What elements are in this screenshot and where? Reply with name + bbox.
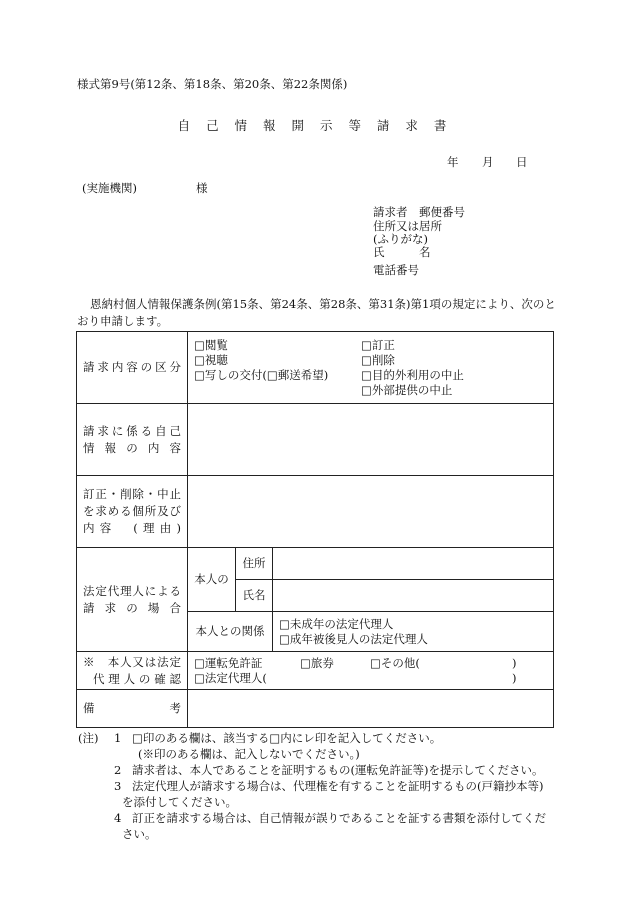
relation-options [273, 612, 554, 652]
agent-address-row [77, 548, 554, 580]
option-copy[interactable]: □写しの交付(□郵送希望) [194, 367, 329, 382]
option-listen[interactable]: □視聴 [194, 352, 228, 367]
remarks-field[interactable] [188, 690, 554, 728]
note-2-number: 2 [114, 763, 122, 777]
request-form-table [76, 331, 554, 728]
option-other[interactable]: □その他( [370, 655, 420, 670]
remarks-label: 備 考 [77, 690, 188, 728]
content-field[interactable] [188, 404, 554, 476]
note-4-continued: さい。 [122, 827, 157, 841]
verify-row [77, 652, 554, 690]
relation-label: 本人との関係 [188, 612, 273, 652]
option-minor-agent[interactable]: □未成年の法定代理人 [279, 616, 394, 631]
date-year-label[interactable]: 年 [447, 155, 459, 169]
form-number: 様式第9号(第12条、第18条、第20条、第22条関係) [77, 77, 348, 91]
requester-name-label[interactable]: 氏 名 [373, 245, 431, 259]
option-correct[interactable]: □訂正 [361, 337, 395, 352]
reason-row [77, 476, 554, 548]
agency-suffix: 様 [196, 181, 208, 195]
content-row [77, 404, 554, 476]
content-label: 請求に係る自己 情報の内容 [77, 404, 188, 476]
agent-name-field[interactable] [273, 580, 554, 612]
verify-options [188, 652, 554, 690]
note-3-number: 3 [114, 779, 122, 793]
note-1-sub: (※印のある欄は、記入しないでください。) [138, 747, 360, 761]
note-4-text: 訂正を請求する場合は、自己情報が誤りであることを証する書類を添付してくだ [132, 811, 546, 825]
date-day-label[interactable]: 日 [516, 155, 528, 169]
option-view[interactable]: □閲覧 [194, 337, 228, 352]
verify-label: ※ 本人又は法定 代理人の確認 [77, 652, 188, 690]
note-3-text: 法定代理人が請求する場合は、代理権を有することを証明するもの(戸籍抄本等) [132, 779, 544, 793]
date-month-label[interactable]: 月 [482, 155, 494, 169]
option-stop-use[interactable]: □目的外利用の中止 [361, 367, 464, 382]
request-type-label: 請求内容の区分 [77, 332, 188, 404]
agent-address-field[interactable] [273, 548, 554, 580]
option-agent-close: ) [512, 670, 517, 685]
principal-label: 本人の [188, 548, 236, 612]
option-stop-provide[interactable]: □外部提供の中止 [361, 382, 453, 397]
notes-prefix: (注) [78, 731, 99, 745]
reason-label: 訂正・削除・中止 を求める個所及び 内容 (理由) [77, 476, 188, 548]
form-title: 自 己 情 報 開 示 等 請 求 書 [177, 118, 453, 133]
note-2-text: 請求者は、本人であることを証明するもの(運転免許証等)を提示してください。 [132, 763, 544, 777]
note-4-number: 4 [114, 811, 122, 825]
request-type-row [77, 332, 554, 404]
requester-address-label[interactable]: 住所又は居所 [373, 219, 442, 233]
note-3-continued: を添付してください。 [122, 795, 237, 809]
agent-label: 法定代理人による 請求の場合 [77, 548, 188, 652]
requester-phone-label[interactable]: 電話番号 [373, 263, 419, 277]
option-passport[interactable]: □旅券 [300, 655, 334, 670]
option-license[interactable]: □運転免許証 [194, 655, 263, 670]
reason-field[interactable] [188, 476, 554, 548]
requester-postal-label[interactable]: 請求者 郵便番号 [373, 205, 465, 219]
remarks-row [77, 690, 554, 728]
note-1-number: 1 [114, 731, 122, 745]
request-type-options [188, 332, 554, 404]
address-label: 住所 [236, 548, 273, 580]
intro-text: 恩納村個人情報保護条例(第15条、第24条、第28条、第31条)第1項の規定により、次のとおり申請します。 [77, 297, 556, 328]
notes-section [78, 730, 558, 842]
agency-label[interactable]: (実施機関) [82, 181, 137, 195]
option-delete[interactable]: □削除 [361, 352, 395, 367]
name-label: 氏名 [236, 580, 273, 612]
requester-furigana-label[interactable]: (ふりがな) [373, 232, 428, 246]
option-ward-agent[interactable]: □成年被後見人の法定代理人 [279, 631, 428, 646]
note-1-text: □印のある欄は、該当する□内にレ印を記入してください。 [132, 731, 442, 745]
option-legal-agent[interactable]: □法定代理人( [194, 670, 267, 685]
option-other-close: ) [512, 655, 517, 670]
